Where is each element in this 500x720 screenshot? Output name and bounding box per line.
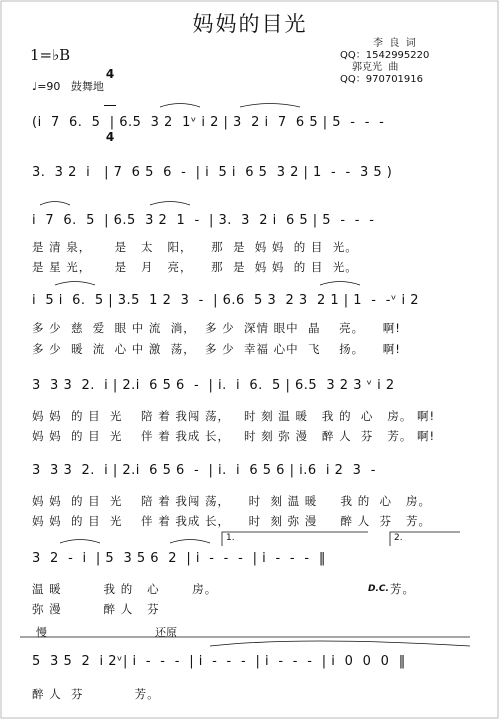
ending-second-bracket [390, 532, 460, 546]
staff-line-3: i 7 6. 5 | 6.5 3 2 1 - | 3. 3 2 i 6 5 | 5 - - - [32, 213, 375, 228]
time-signature-bottom: 4 [105, 130, 115, 144]
slur [320, 282, 360, 286]
lyric-line-1: 是 清 泉， 是 太 阳， 那 是 妈 妈 的 目 光。 [32, 240, 358, 254]
lyric-line-3: 多 少 慈 爱 眼 中 流 淌， 多 少 深情 眼中 晶 亮。 啊! [32, 321, 401, 335]
slur [240, 104, 300, 108]
time-signature-top: 4 [105, 67, 115, 81]
slur [60, 540, 100, 544]
lyric-line-11: 醉 人 芬 芳。 [32, 687, 160, 701]
lyric-line-10: 弥 漫 醉 人 芬 [32, 602, 160, 616]
composer: 郭克光 曲 [352, 62, 399, 73]
resume-marking: 还原 [155, 626, 177, 639]
lyricist: 李 良 词 [373, 38, 416, 49]
staff-line-8: 5 3 5 2 i 2ᵛ| i - - - | i - - - | i - - - | i 0 0 0 ‖ [32, 654, 406, 669]
staff-line-7: 3 2 - i | 5 3 5 6 2 | i - - - | i - - - ‖ [32, 551, 326, 566]
song-title: 妈妈的目光 [192, 12, 308, 36]
staff-line-6: 3 3 3 2. i | 2.i 6 5 6 - | i. i 6 5 6 | i.6 i 2 3 - [32, 463, 376, 478]
slur [160, 104, 200, 108]
lyric-line-9: 温 暖 我 的 心 房。 [32, 582, 218, 596]
staff-line-5: 3 3 3 2. i | 2.i 6 5 6 - | i. i 6. 5 | 6.5 3 2 3 ᵛ i 2 [32, 378, 395, 393]
lyric-line-7: 妈 妈 的 目 光 陪 着 我闯 荡， 时 刻 温 暖 我 的 心 房。 [32, 494, 431, 508]
tempo-marking: ♩=90 鼓舞地 [32, 80, 104, 93]
lyric-line-8: 妈 妈 的 目 光 伴 着 我成 长， 时 刻 弥 漫 醉 人 芬 芳。 [32, 514, 431, 528]
slur [55, 282, 95, 286]
ending-first-bracket [222, 532, 368, 546]
dc-lyric: 芳。 [390, 582, 415, 596]
staff-line-1: (i 7 6. 5 | 6.5 3 2 1ᵛ i 2 | 3 2 i 7 6 5 | 5 - - - [32, 115, 385, 130]
composer-qq: QQ：970701916 [340, 74, 424, 85]
slow-marking: 慢 [36, 626, 47, 639]
ending-first: 1. [226, 533, 235, 543]
lyric-line-5: 妈 妈 的 目 光 陪 着 我闯 荡， 时 刻 温 暖 我 的 心 房。 啊! [32, 409, 436, 423]
ending-second: 2. [394, 533, 403, 543]
dc-marking: D.C. [368, 584, 389, 594]
staff-line-2: 3. 3 2 i | 7 6 5 6 - | i 5 i 6 5 3 2 | 1 - - 3 5 ) [32, 165, 393, 180]
slur [210, 641, 470, 646]
staff-line-4: i 5 i 6. 5 | 3.5 1 2 3 - | 6.6 5 3 2 3 2 1 | 1 - -ᵛ i 2 [32, 293, 420, 308]
lyric-line-4: 多 少 暖 流 心 中 激 荡， 多 少 幸福 心中 飞 扬。 啊! [32, 342, 401, 356]
lyricist-qq: QQ：1542995220 [340, 50, 430, 61]
lyric-line-6: 妈 妈 的 目 光 伴 着 我成 长， 时 刻 弥 漫 醉 人 芬 芳。 啊! [32, 429, 436, 443]
slur [40, 202, 70, 206]
lyric-line-2: 是 星 光， 是 月 亮， 那 是 妈 妈 的 目 光。 [32, 260, 358, 274]
key-signature: 1=♭B [30, 46, 71, 64]
slur [170, 540, 210, 544]
slur [150, 202, 190, 206]
page-frame [1, 1, 498, 718]
